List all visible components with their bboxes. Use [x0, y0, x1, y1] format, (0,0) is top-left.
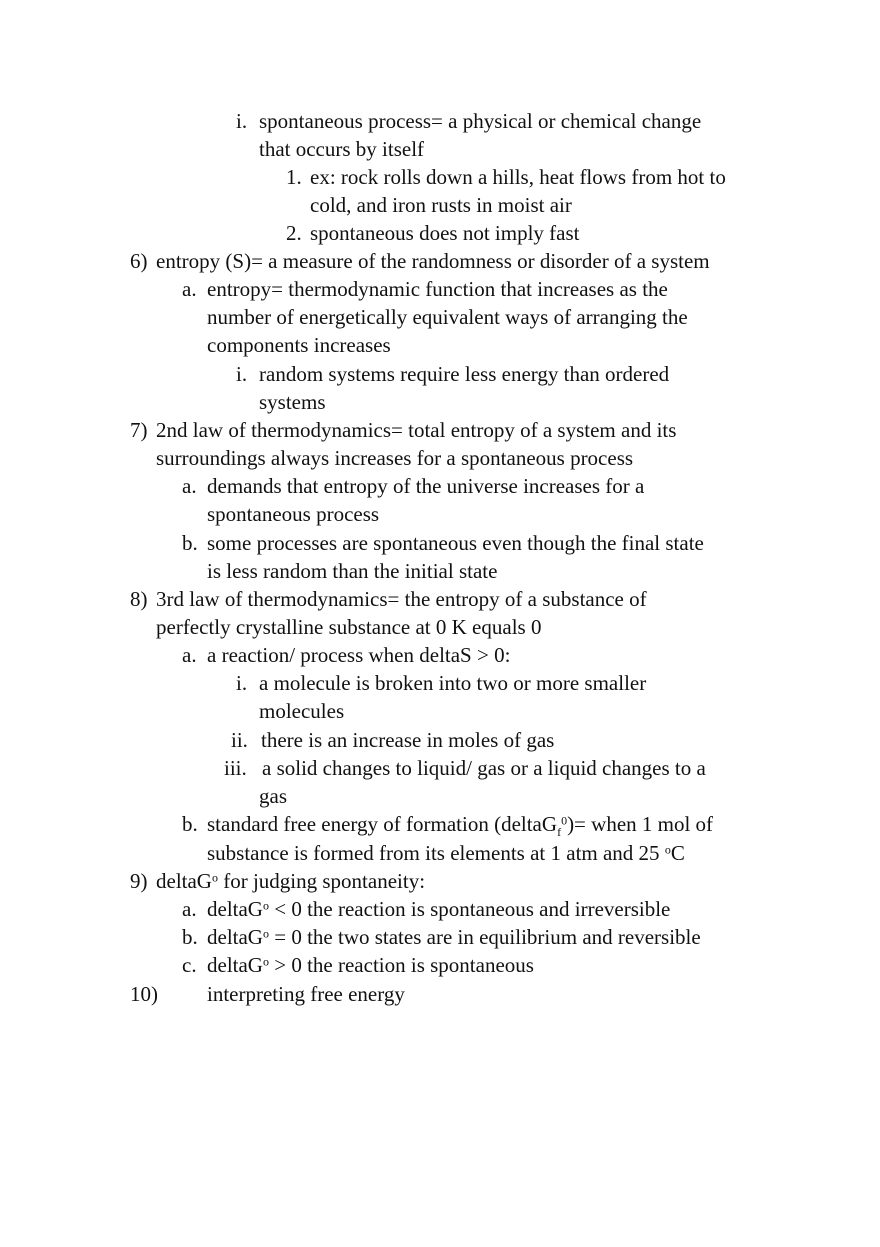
text-segment: deltaG [207, 953, 263, 977]
text-segment: = 0 the two states are in equilibrium and reversible [268, 925, 701, 949]
text-segment: substance is formed from its elements at 1 atm and 25 [207, 841, 665, 865]
item-text: systems [259, 390, 326, 414]
text-segment: standard free energy of formation (deltaG [207, 812, 558, 836]
item-text: spontaneous process= a physical or chemical change [259, 109, 702, 133]
superscript: o [262, 954, 269, 969]
item-text: spontaneous does not imply fast [310, 221, 580, 245]
item-text: surroundings always increases for a spontaneous process [156, 446, 634, 470]
item-text: 3rd law of thermodynamics= the entropy of a substance of [156, 587, 647, 611]
item-marker-b: b. [182, 925, 198, 949]
item-text [207, 924, 701, 950]
item-text: number of energetically equivalent ways of arranging the [207, 305, 688, 329]
superscript: 0 [561, 813, 568, 828]
subscript: f [557, 825, 562, 840]
item-text [207, 840, 685, 866]
item-marker-c: c. [182, 953, 197, 977]
item-text: a solid changes to liquid/ gas or a liquid changes to a [262, 756, 706, 780]
item-text: cold, and iron rusts in moist air [310, 193, 572, 217]
item-text: ex: rock rolls down a hills, heat flows from hot to [310, 165, 726, 189]
text-segment: deltaG [207, 897, 263, 921]
item-text: interpreting free energy [207, 982, 405, 1006]
item-text: is less random than the initial state [207, 559, 498, 583]
item-marker-a: a. [182, 474, 197, 498]
text-segment: for judging spontaneity: [217, 869, 426, 893]
item-marker-2: 2. [286, 221, 302, 245]
item-marker-i: i. [236, 109, 248, 133]
item-text: a reaction/ process when deltaS > 0: [207, 643, 511, 667]
item-text: demands that entropy of the universe increases for a [207, 474, 645, 498]
item-marker-10: 10) [130, 982, 158, 1006]
item-marker-i: i. [236, 671, 248, 695]
item-text: 2nd law of thermodynamics= total entropy of a system and its [156, 418, 677, 442]
item-text: some processes are spontaneous even though the final state [207, 531, 704, 555]
superscript: o [664, 842, 671, 857]
item-marker-i: i. [236, 362, 248, 386]
item-text: molecules [259, 699, 345, 723]
item-text: random systems require less energy than ordered [259, 362, 670, 386]
superscript: o [211, 870, 218, 885]
item-marker-6: 6) [130, 249, 148, 273]
item-marker-a: a. [182, 897, 197, 921]
item-marker-b: b. [182, 531, 198, 555]
item-marker-b: b. [182, 812, 198, 836]
item-text [207, 952, 534, 978]
superscript: o [262, 926, 269, 941]
item-marker-9: 9) [130, 869, 148, 893]
item-text: entropy (S)= a measure of the randomness or disorder of a system [156, 249, 710, 273]
item-text: perfectly crystalline substance at 0 K equals 0 [156, 615, 542, 639]
text-segment: C [670, 841, 685, 865]
item-text: components increases [207, 333, 391, 357]
item-text: there is an increase in moles of gas [261, 728, 555, 752]
item-text: entropy= thermodynamic function that increases as the [207, 277, 668, 301]
text-segment: > 0 the reaction is spontaneous [268, 953, 534, 977]
item-text: spontaneous process [207, 502, 380, 526]
item-marker-iii: iii. [224, 756, 247, 780]
item-marker-ii: ii. [231, 728, 248, 752]
item-text: that occurs by itself [259, 137, 425, 161]
item-marker-7: 7) [130, 418, 148, 442]
text-segment: )= when 1 mol of [567, 812, 714, 836]
item-text [207, 811, 714, 840]
item-text: a molecule is broken into two or more smaller [259, 671, 647, 695]
item-text [156, 868, 425, 894]
item-text [207, 896, 670, 922]
item-marker-a: a. [182, 643, 197, 667]
superscript: o [262, 898, 269, 913]
item-marker-8: 8) [130, 587, 148, 611]
text-segment: deltaG [156, 869, 212, 893]
text-segment: deltaG [207, 925, 263, 949]
item-marker-a: a. [182, 277, 197, 301]
text-segment: < 0 the reaction is spontaneous and irreversible [268, 897, 671, 921]
item-text: gas [259, 784, 287, 808]
item-marker-1: 1. [286, 165, 302, 189]
